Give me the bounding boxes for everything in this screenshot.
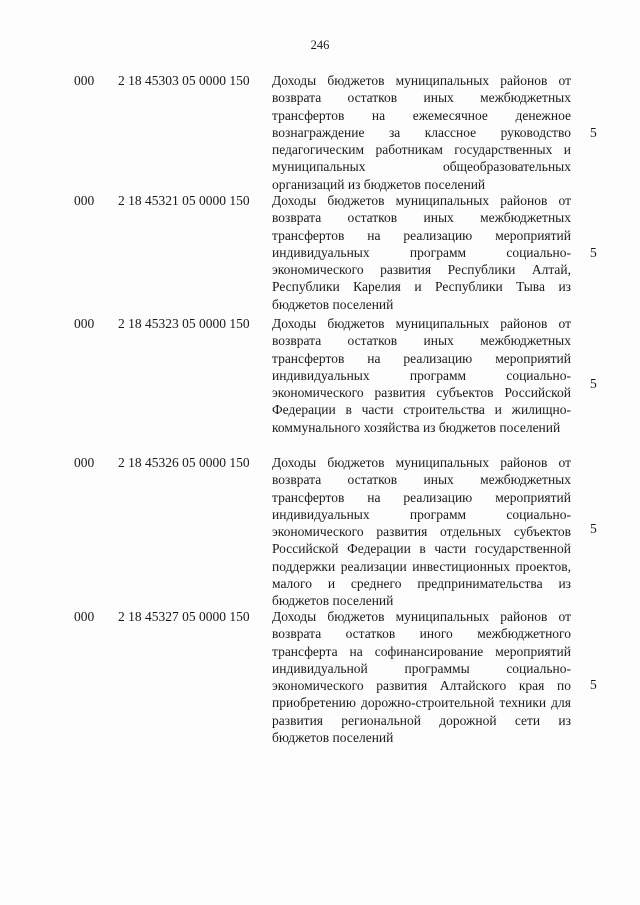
budget-classification-code: 2 18 45327 05 0000 150 bbox=[118, 609, 250, 624]
admin-code: 000 bbox=[74, 455, 95, 470]
admin-code: 000 bbox=[74, 73, 95, 88]
norm-percent: 5 bbox=[590, 245, 597, 260]
income-name: Доходы бюджетов муниципальных районов от возврата остатков иных межбюджетных трансфертов на реализацию мероприятий индивидуальных программ социально-экономического развития Республики Алтай, Республики Карелия и Республики Тыва из бюджетов поселений bbox=[272, 193, 571, 312]
norm-percent: 5 bbox=[590, 677, 597, 692]
budget-classification-code: 2 18 45321 05 0000 150 bbox=[118, 193, 250, 208]
page-number: 246 bbox=[310, 38, 330, 52]
admin-code: 000 bbox=[74, 193, 95, 208]
income-name: Доходы бюджетов муниципальных районов от возврата остатков иных межбюджетных трансфертов на реализацию мероприятий индивидуальных программ социально-экономического развития субъектов Российской Федерации в части строительства и жилищно-коммунального хозяйства из бюджетов поселений bbox=[272, 316, 571, 435]
income-name: Доходы бюджетов муниципальных районов от возврата остатков иного межбюджетного трансферта на софинансирование мероприятий индивидуальной программы социально-экономического развития Алтайского края по приобретению дорожно-строительной техники для развития региональной дорожной сети из бюджетов поселений bbox=[272, 609, 571, 746]
income-name: Доходы бюджетов муниципальных районов от возврата остатков иных межбюджетных трансфертов на реализацию мероприятий индивидуальных программ социально-экономического развития отдельных субъектов Российской Федерации в части государственной поддержки реализации инвестиционных проектов, малого и среднего предпринимательства из бюджетов поселений bbox=[272, 455, 571, 609]
norm-percent: 5 bbox=[590, 376, 597, 391]
budget-classification-code: 2 18 45326 05 0000 150 bbox=[118, 455, 250, 470]
norm-percent: 5 bbox=[590, 521, 597, 536]
budget-classification-code: 2 18 45303 05 0000 150 bbox=[118, 73, 250, 88]
admin-code: 000 bbox=[74, 609, 95, 624]
admin-code: 000 bbox=[74, 316, 95, 331]
norm-percent: 5 bbox=[590, 125, 597, 140]
budget-classification-code: 2 18 45323 05 0000 150 bbox=[118, 316, 250, 331]
income-name: Доходы бюджетов муниципальных районов от возврата остатков иных межбюджетных трансфертов на ежемесячное денежное вознаграждение за классное руководство педагогическим работникам государственных и муниципальных общеобразовательных организаций из бюджетов поселений bbox=[272, 73, 571, 192]
